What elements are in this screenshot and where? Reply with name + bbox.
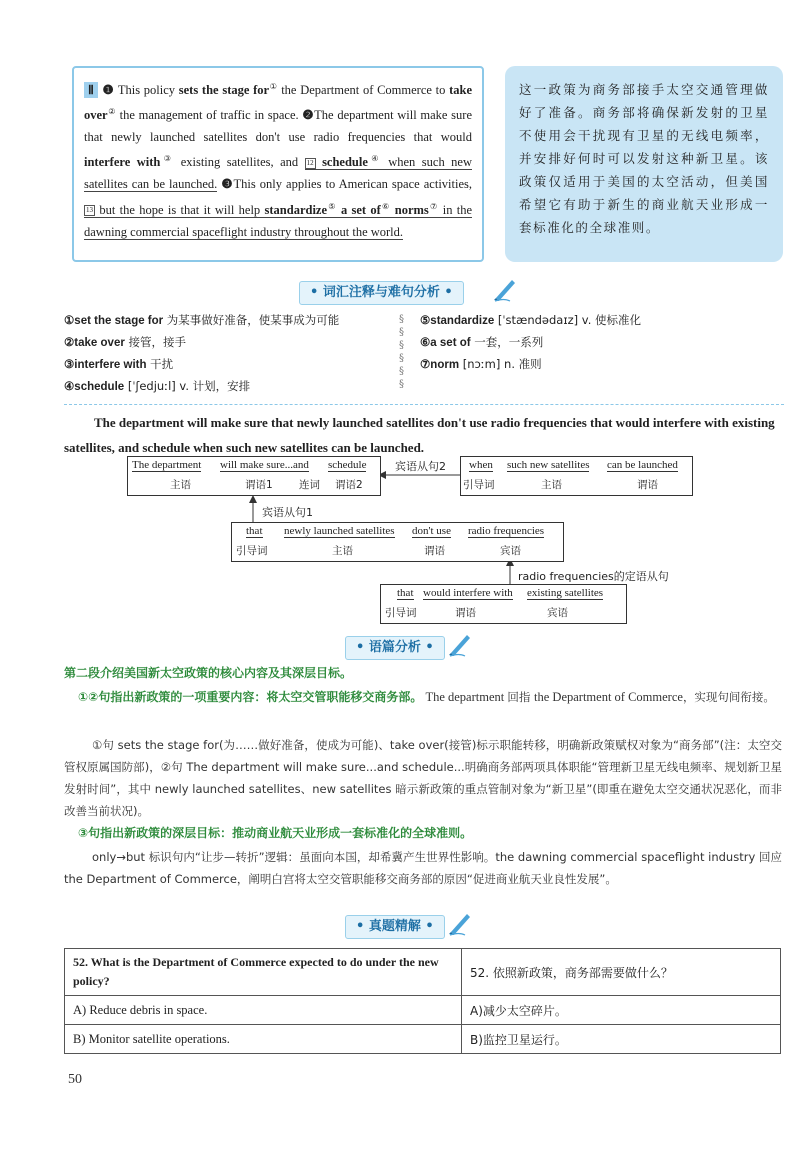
analysis-sentence: The department will make sure that newly launched satellites don't use radio frequencies that would interfere with existing satellites, and schedule when such new satellites can be launched. <box>64 415 775 455</box>
table-row <box>65 949 781 996</box>
discourse-section-title: • 语篇分析 • <box>345 636 445 660</box>
translation-text: 这一政策为商务部接手太空交通管理做好了准备。商务部将确保新发射的卫星不使用会干扰现有卫星的无线电频率，并安排好何时可以发射这种新卫星。该政策仅适用于美国的太空活动，但美国希望它有助于新生的商业航天业形成一套标准化的全球准则。 <box>519 82 769 235</box>
vocab-item: ①set the stage for 为某事做好准备，使某事成为可能 <box>64 313 340 327</box>
underlined-sentence-12: 12 schedule④ when such new satellites can be launched. <box>84 154 472 192</box>
table-row <box>65 1025 781 1054</box>
question-cn: 52. 依照新政策，商务部需要做什么？ <box>462 949 781 996</box>
page-number: 50 <box>68 1072 82 1087</box>
discourse-heading-3: ③句指出新政策的深层目标：推动商业航天业形成一套标准化的全球准则。 <box>78 826 473 840</box>
pen-icon <box>447 631 473 657</box>
vocab-item: ⑤standardize [ˈstændədaɪz] v. 使标准化 <box>420 313 642 327</box>
question-en: 52. What is the Department of Commerce expected to do under the new policy? <box>65 949 462 996</box>
option-a-cn: A)减少太空碎片。 <box>462 996 781 1025</box>
question-marker: 12 <box>306 159 314 168</box>
vocab-section-title: • 词汇注释与难句分析 • <box>299 281 464 305</box>
label-attributive-clause: radio frequencies的定语从句 <box>518 570 669 583</box>
discourse-paragraph-2: ①句 sets the stage for(为……做好准备，使成为可能)、take over(接管)标示职能转移，明确新政策赋权对象为“商务部”(注：太空交管权原属国防部)，②句 The department will make sure...and schedule...明确商务部两项具体职能“管理新卫星无线电频率、规划新卫星发射时间”，其中 newly launched satellites、new satellites 暗示新政策的重点管制对象为“新卫星”(即重在避免太空交通状况恶化，而非改善当前状况)。 <box>64 738 782 818</box>
divider-squiggle: § § § § § § <box>399 314 404 390</box>
vocab-item: ④schedule [ˈʃedjuːl] v. 计划，安排 <box>64 379 251 393</box>
question-marker: 13 <box>86 206 93 215</box>
question-table <box>64 948 781 1054</box>
discourse-paragraph-1: ①②句指出新政策的一项重要内容：将太空交管职能移交商务部。 The department 回指 the Department of Commerce，实现句间衔接。 <box>78 690 775 704</box>
option-b-cn: B)监控卫星运行。 <box>462 1025 781 1054</box>
vocab-item: ②take over 接管，接手 <box>64 335 186 349</box>
label-object-clause-1: 宾语从句1 <box>262 506 313 519</box>
label-object-clause-2: 宾语从句2 <box>395 460 446 473</box>
passage-text: Ⅱ ❶ This policy sets the stage for① the Department of Commerce to take over② the management of traffic in space. ❷The department will make sure that newly launched satellites don't use radio frequencies that would interfere with③ existing satellites, and 12 schedule④ when such new satellites can be launched. ❸This only applies to American space activities, 13 but the hope is that it will help standardize⑤ a set of⑥ norms⑦ in the dawning commercial spaceflight industry throughout the world. <box>84 82 473 239</box>
underlined-sentence-13: 13 but the hope is that it will help standardize⑤ a set of⑥ norms⑦ in the dawning commercial spaceflight industry throughout the world. <box>84 201 473 239</box>
option-a-en: A) Reduce debris in space. <box>65 996 462 1025</box>
vocab-item: ③interfere with 干扰 <box>64 357 174 371</box>
vocab-item: ⑦norm [nɔːm] n. 准则 <box>420 357 542 371</box>
discourse-heading-1: 第二段介绍美国新太空政策的核心内容及其深层目标。 <box>64 666 353 680</box>
pen-icon <box>447 910 473 936</box>
exam-section-title: • 真题精解 • <box>345 915 445 939</box>
discourse-paragraph-3: only→but 标识句内“让步—转折”逻辑：虽面向本国，却希冀产生世界性影响。the dawning commercial spaceflight industry 回应 the Department of Commerce，阐明白宫将太空交管职能移交商务部的原因“促进商业航天业良性发展”。 <box>64 850 782 886</box>
diagram-box-that: that newly launched satellites don't use radio frequencies 引导词 主语 谓语 宾语 <box>231 522 564 562</box>
option-b-en: B) Monitor satellite operations. <box>65 1025 462 1054</box>
table-row <box>65 996 781 1025</box>
diagram-box-main: The department will make sure...and schedule 主语 谓语1 连词 谓语2 <box>127 456 381 496</box>
diagram-box-would: that would interfere with existing satellites 引导词 谓语 宾语 <box>380 584 627 624</box>
vocab-item: ⑥a set of 一套，一系列 <box>420 335 544 349</box>
diagram-box-when: when such new satellites can be launched 引导词 主语 谓语 <box>460 456 693 496</box>
section-marker: Ⅱ <box>84 82 98 98</box>
